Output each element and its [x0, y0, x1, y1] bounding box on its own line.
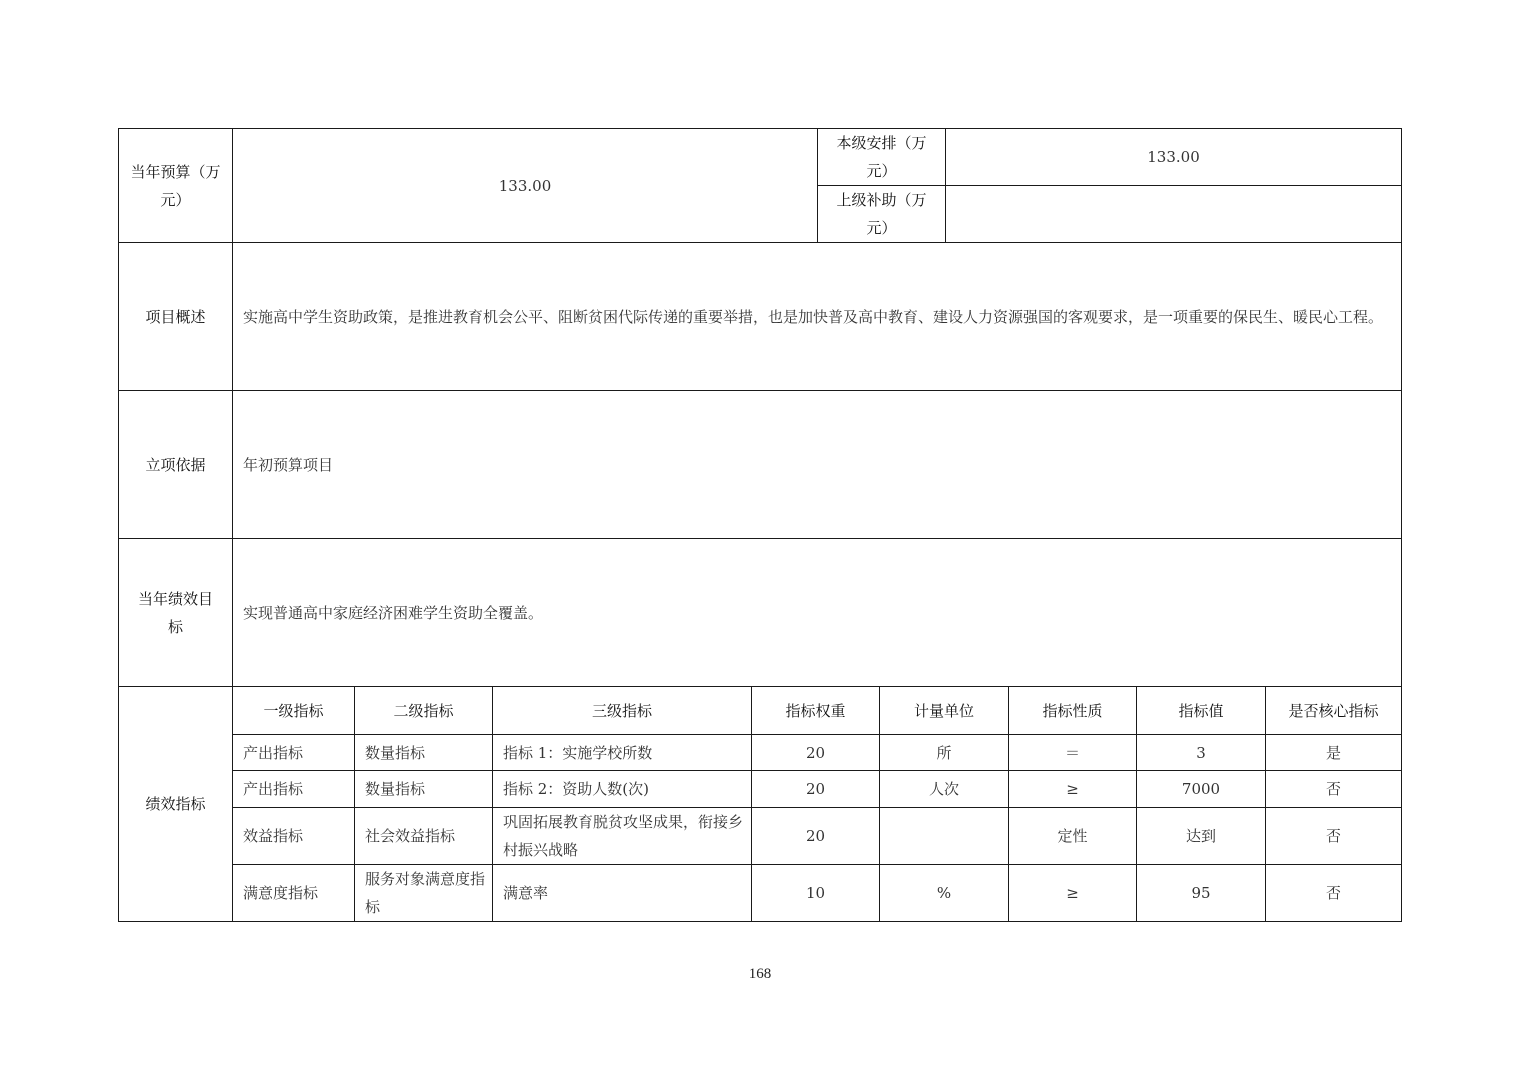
performance-table	[118, 128, 1402, 922]
row3-core: 否	[1325, 827, 1341, 845]
header-weight: 指标权重	[785, 701, 846, 720]
row3-level1: 效益指标	[243, 827, 304, 845]
row1-value: 3	[1196, 743, 1206, 762]
row1-level1: 产出指标	[243, 743, 304, 762]
row2-core: 否	[1325, 780, 1341, 798]
header-level1: 一级指标	[263, 701, 324, 720]
row4-level2: 服务对象满意度指标	[365, 870, 486, 916]
indicators-label: 绩效指标	[145, 795, 206, 813]
superior-budget-value	[946, 186, 1401, 242]
goal-label: 当年绩效目标	[137, 589, 213, 636]
row4-unit: %	[936, 884, 952, 902]
overview-text: 实施高中学生资助政策，是推进教育机会公平、阻断贫困代际传递的重要举措，也是加快普及高中教育、建设人力资源强国的客观要求，是一项重要的保民生、暖民心工程。	[243, 307, 1384, 326]
row4-level3: 满意率	[503, 884, 549, 902]
header-core: 是否核心指标	[1288, 701, 1379, 720]
row2-weight: 20	[805, 780, 826, 798]
goal-text: 实现普通高中家庭经济困难学生资助全覆盖。	[243, 603, 544, 622]
rule	[118, 921, 1402, 922]
page-number: 168	[748, 966, 772, 982]
rule	[1401, 128, 1402, 922]
row3-level3: 巩固拓展教育脱贫攻坚成果，衔接乡村振兴战略	[503, 813, 744, 859]
row3-weight: 20	[805, 827, 826, 845]
row2-level1: 产出指标	[243, 780, 304, 798]
header-level2: 二级指标	[393, 701, 454, 720]
row4-core: 否	[1325, 884, 1341, 902]
row4-value: 95	[1191, 884, 1211, 902]
basis-label: 立项依据	[145, 455, 206, 474]
row4-level1: 满意度指标	[243, 884, 319, 902]
row1-weight: 20	[805, 743, 826, 762]
row1-core: 是	[1325, 743, 1341, 762]
local-budget-label: 本级安排（万元）	[836, 134, 927, 180]
local-budget-value: 133.00	[1147, 148, 1200, 166]
row2-nature: ≥	[1066, 780, 1079, 798]
row2-level3: 指标 2：资助人数(次)	[503, 780, 650, 798]
header-unit: 计量单位	[913, 701, 974, 720]
row1-unit: 所	[936, 743, 952, 762]
superior-budget-label: 上级补助（万元）	[836, 191, 927, 237]
row2-value: 7000	[1181, 780, 1221, 798]
row3-nature: 定性	[1057, 827, 1088, 845]
overview-label: 项目概述	[145, 307, 206, 326]
row4-nature: ≥	[1066, 884, 1079, 902]
row3-unit	[880, 808, 1008, 864]
row1-level2: 数量指标	[365, 743, 426, 762]
row4-weight: 10	[805, 884, 826, 902]
budget-value: 133.00	[498, 176, 552, 195]
row1-level3: 指标 1：实施学校所数	[503, 743, 653, 762]
basis-text: 年初预算项目	[243, 455, 334, 474]
row3-value: 达到	[1185, 827, 1216, 845]
header-value: 指标值	[1178, 701, 1224, 720]
row2-level2: 数量指标	[365, 780, 426, 798]
header-level3: 三级指标	[591, 701, 652, 720]
row3-level2: 社会效益指标	[365, 827, 456, 845]
row1-nature: ＝	[1064, 743, 1080, 762]
header-nature: 指标性质	[1042, 701, 1103, 720]
budget-label: 当年预算（万元）	[130, 162, 221, 209]
row2-unit: 人次	[928, 780, 959, 798]
